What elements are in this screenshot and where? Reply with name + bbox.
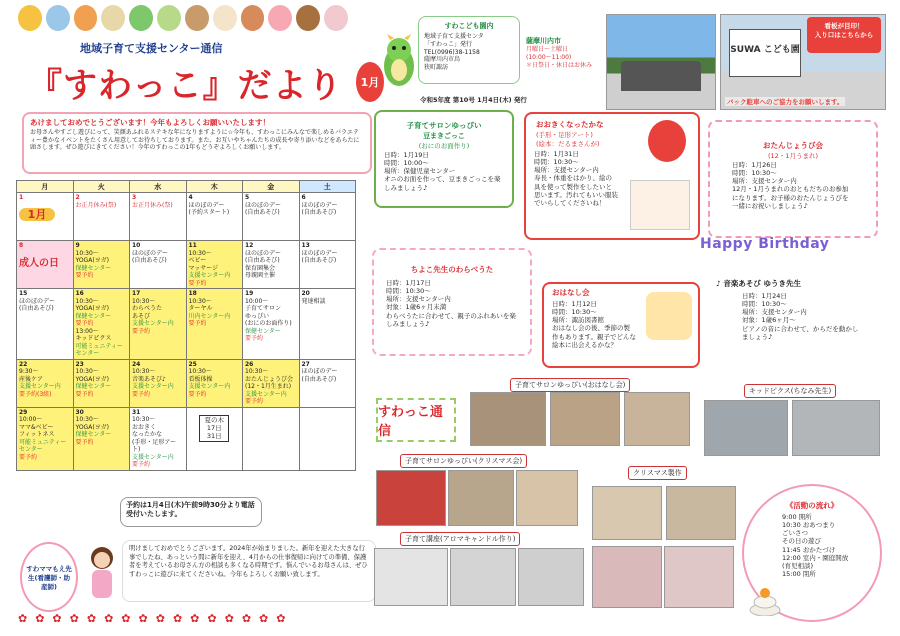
calendar-event-text: (予約スタート) [188, 209, 230, 216]
calendar-event-text: フィットネス [19, 431, 55, 438]
photo-christmas-1 [376, 470, 446, 526]
photo-aroma-3 [518, 548, 584, 606]
center-info-line: 狭町諏訪 [424, 64, 449, 72]
caption-kidpix: キッドピクス(ちなみ先生) [744, 384, 836, 398]
calendar-day-number: 22 [19, 360, 28, 368]
flow-item: 12:00 室内・園庭開放 [782, 553, 849, 562]
entrance-line-2: 入り口はこちらから [814, 31, 874, 40]
calendar-month-badge: 1月 [19, 208, 55, 222]
birthday-box [708, 120, 878, 238]
calendar-day-cell [186, 359, 243, 407]
calendar-event-text: ゆっぴい [245, 312, 269, 320]
calendar-day-cell [299, 193, 356, 241]
calendar-event-text: 発達相談 [301, 297, 326, 305]
calendar-day-cell [73, 359, 130, 407]
greeting-body: お母さんやすごし遊びにって、笑顔あふれるステキな年になりますように☆今年も、すわっこにみんなで楽しめるバラエティー豊かなイベントをたくさん用意してお待ちしております。また、お互いやちゃんたちの成長や寄り添いなどをあらたに頭さします。ぜひ遊びにきてください！今年のすわっこの1年もどうぞよろしくお願いします。 [30, 129, 360, 151]
calendar [16, 180, 356, 471]
calendar-day-number: 10 [132, 242, 141, 249]
flow-item: 11:45 おかたづけ [782, 545, 836, 554]
calendar-event-text: お正月休み(祭) [75, 201, 117, 209]
handprint-art [630, 180, 690, 230]
calendar-day-number: 31 [132, 408, 141, 416]
calendar-day-number: 26 [245, 360, 254, 368]
calendar-day-cell [299, 407, 356, 470]
photo-ohanashi-2 [550, 392, 620, 446]
calendar-event-text: YOGA(ヨガ) [75, 257, 109, 264]
calendar-day-number: 30 [75, 408, 84, 416]
calendar-event-text: 13:00～ [75, 327, 99, 335]
calendar-day-cell [73, 289, 130, 360]
calendar-day-number: 16 [75, 290, 84, 297]
calendar-event-text: ベビー [188, 257, 207, 264]
calendar-day-number: 9 [75, 242, 80, 249]
photo-aroma-1 [374, 548, 448, 606]
flow-title: 《活動の流れ》 [785, 501, 839, 510]
calendar-event-text: 要予約 [245, 335, 264, 342]
calendar-day-cell [186, 241, 243, 289]
calendar-event-text: 10:30～ [132, 368, 156, 375]
flow-item: その日の遊び [782, 537, 821, 546]
music-header [716, 278, 886, 289]
calendar-weekday: 月 [17, 181, 74, 193]
warabe-title: ちよこ先生のわらべうた [410, 265, 494, 274]
calendar-event-text: おおきく [132, 423, 157, 431]
daruma-icon [648, 120, 686, 162]
calendar-day-number: 2 [75, 194, 80, 201]
flow-item: 15:00 閉所 [782, 569, 816, 578]
photo-kidpix-1 [704, 400, 788, 456]
ohanashi-line: おはなし会の後、季節の製作もあります。親子でどんな絵本に出会えるかな？ [552, 324, 636, 349]
calendar-event-text: (自由あそび) [301, 209, 337, 216]
calendar-event-text: 要予約(3組) [19, 390, 52, 398]
calendar-event-text: ほのぼのデー [188, 201, 225, 209]
issue-line: 令和5年度 第10号 1月4日(木) 発行 [420, 96, 527, 104]
entrance-line-1: 看板が目印！ [824, 22, 864, 30]
hours-line: ＊日祭日・休日はお休み [526, 61, 593, 69]
calendar-day-cell [186, 289, 243, 360]
calendar-event-text: ママ&ベビー [19, 423, 54, 431]
calendar-event-text: 支援センター内 [188, 272, 231, 279]
warabe-line: わらべうたに合わせて、親子のふれあいを楽しみましょう♪ [386, 311, 516, 328]
hours-title: 薩摩川内市 [526, 37, 561, 45]
calendar-event-text: (自由あそび) [245, 209, 280, 216]
calendar-day-cell [243, 193, 300, 241]
calendar-day-number: 6 [301, 194, 306, 201]
building-photo-1 [606, 14, 716, 110]
flow-item: 9:00 開所 [782, 513, 812, 521]
calendar-event-text: (自由あそび) [245, 257, 280, 264]
calendar-event-text: 10:30～ [188, 297, 212, 305]
salon-subtitle-2: (おにのお面作り) [418, 142, 470, 150]
calendar-day-number: 20 [301, 290, 310, 297]
calendar-day-cell [17, 407, 74, 470]
calendar-day-number: 17 [132, 290, 141, 297]
calendar-day-number: 25 [188, 360, 197, 368]
caption-salon-christmas: 子育てサロンゆっぴい(クリスマス会) [400, 454, 527, 468]
reservation-text: 予約は1月4日(木)午前9時30分より電話受付いたします。 [126, 501, 255, 519]
birthday-line: 12月・1月うまれのおともだちのお参加になります。お子様のおたんじょうびを一緒にお祝いしましょう♪ [732, 185, 849, 210]
calendar-event-text: 支援センター内 [245, 390, 287, 398]
calendar-day-cell [73, 407, 130, 470]
calendar-event-text: 要予約 [75, 438, 94, 446]
caption-aroma: 子育て講座(アロマキャンドル作り) [400, 532, 520, 546]
calendar-event-text: 支援センター内 [132, 453, 174, 461]
music-line: 場所：支援センター内 [742, 308, 807, 317]
calendar-event-text: 保健センター [75, 264, 112, 272]
ohanashi-line: 場所：諏訪図書館 [552, 316, 604, 325]
calendar-weekday: 火 [73, 181, 130, 193]
animal-icon [213, 5, 237, 31]
calendar-event-text: ほのぼのデー [245, 249, 282, 257]
growth-box [524, 112, 700, 240]
calendar-day-number: 13 [301, 242, 310, 249]
report-title: すわっこ通信 [378, 405, 443, 439]
calendar-day-number: 27 [301, 360, 310, 368]
music-teacher: ゆうき先生 [763, 279, 802, 288]
reservation-note [120, 497, 262, 527]
birthday-line: 時間：10:30～ [732, 169, 777, 178]
calendar-event-text: キッドピクス [75, 335, 112, 342]
calendar-day-number: 4 [188, 194, 193, 201]
photo-aroma-5 [664, 546, 734, 608]
calendar-event-text: 要予約 [188, 390, 207, 398]
calendar-event-text: 可能ミュニティー [75, 342, 123, 350]
calendar-event-text: ターヤル [188, 305, 213, 312]
photo-christmas-3 [516, 470, 578, 526]
nurse-avatar [84, 544, 120, 602]
calendar-weekday: 金 [243, 181, 300, 193]
book-kids-illustration [646, 292, 692, 340]
photo-ohanashi-3 [624, 392, 690, 446]
growth-line: 場所：支援センター内 [534, 166, 599, 175]
header-subtitle: 地域子育て支援センター通信 [80, 42, 223, 55]
photo-kidpix-2 [792, 400, 880, 456]
animal-icon [185, 5, 209, 31]
entrance-sign [807, 17, 881, 53]
calendar-event-text: 9:30～ [19, 368, 39, 375]
photo-christmas-2 [448, 470, 514, 526]
calendar-event-text: 支援センター内 [188, 383, 231, 390]
parking-note: バック駐車へのご協力をお願いします。 [727, 98, 844, 106]
calendar-event-text: センター [19, 446, 43, 453]
calendar-event-text: ほのぼのデー [245, 201, 282, 209]
birthday-line: 日時：1月26日 [732, 161, 777, 169]
calendar-event-text: (自由あそび) [132, 257, 167, 264]
birthday-title: おたんじょうび会 [763, 141, 823, 150]
calendar-day-cell [186, 407, 243, 470]
closed-days-note [199, 415, 229, 442]
ohanashi-line: 日時：1月12日 [552, 300, 597, 308]
kagami-mochi-icon [748, 580, 782, 616]
birthday-line: 場所：支援センター内 [732, 177, 797, 186]
caption-christmas-craft: クリスマス製作 [628, 466, 687, 480]
music-title: 音楽あそび [723, 279, 761, 288]
calendar-event-text: 母親園主催 [245, 272, 276, 279]
calendar-event-text: 要予約 [132, 327, 151, 335]
warabe-line: 日時：1月17日 [386, 279, 431, 287]
closed-days-line: 夏の木 [204, 415, 224, 424]
dragon-mascot-icon [378, 34, 420, 92]
calendar-day-cell [130, 407, 187, 470]
school-sign [729, 29, 801, 77]
calendar-day-number: 15 [19, 290, 28, 297]
calendar-event-text: 要予約 [245, 398, 264, 405]
calendar-event-text: おたんじょうび会 [245, 375, 294, 383]
center-info-line: TEL(0996)38-1158 [424, 48, 480, 56]
calendar-day-cell [243, 359, 300, 407]
calendar-day-cell [243, 289, 300, 360]
calendar-day-number: 18 [188, 290, 197, 297]
calendar-day-cell [17, 359, 74, 407]
animal-icon [157, 5, 181, 31]
calendar-day-cell [17, 241, 74, 289]
calendar-event-text: 10:30～ [75, 416, 99, 423]
calendar-event-text: 10:30～ [188, 249, 212, 257]
flow-item: ごいさつ [782, 529, 808, 538]
calendar-event-text: 10:00～ [19, 416, 43, 423]
calendar-event-text: あそび [132, 312, 151, 320]
warabe-line: 対象：1歳6ヶ月未満 [386, 303, 447, 312]
salon-title: 子育てサロンゆっぴい [406, 121, 482, 130]
calendar-day-number: 5 [245, 194, 250, 201]
calendar-event-text: 要予約 [132, 461, 151, 468]
calendar-event-text: 川内センター内 [188, 312, 231, 320]
note-icon: ♪ [716, 279, 721, 288]
calendar-event-text: 音楽あそび♪ [132, 375, 166, 383]
calendar-day-number: 12 [245, 242, 254, 249]
calendar-day-number: 23 [75, 360, 84, 368]
center-info-line: 薩摩川内市鳥 [424, 56, 461, 64]
calendar-event-text: 要予約 [75, 390, 94, 398]
calendar-day-number: 3 [132, 194, 137, 201]
calendar-event-text: (12・1月生まれ) [245, 383, 292, 390]
calendar-event-text: 保健センター [245, 327, 281, 335]
calendar-day-cell [73, 193, 130, 241]
calendar-event-text: 10:30～ [132, 416, 156, 423]
calendar-day-cell [130, 193, 187, 241]
growth-title: おおきくなったかな [536, 120, 604, 129]
calendar-day-cell [73, 241, 130, 289]
salon-line: 場所：保健児童センター [384, 167, 456, 176]
calendar-weekday: 水 [130, 181, 187, 193]
salon-line: 日時：1月19日 [384, 151, 429, 159]
center-info [418, 16, 520, 84]
music-box [716, 278, 886, 382]
photo-craft-1 [592, 486, 662, 540]
calendar-event-text: ほのぼのデー [301, 249, 338, 257]
calendar-event-text: 支援センター内 [19, 383, 61, 390]
warabe-line: 時間：10:30～ [386, 287, 431, 296]
calendar-event-text: 10:30～ [188, 368, 212, 375]
calendar-event-text: 保健センター [75, 312, 112, 320]
building-photo-2 [720, 14, 886, 110]
growth-subtitle: (手形・足形アート) [536, 131, 593, 139]
growth-subtitle-2: (絵本：だるまさんが) [536, 140, 600, 148]
calendar-event-text: 可能ミュニティー [19, 438, 67, 446]
calendar-event-text: お正月休み(祭) [132, 201, 173, 209]
warabe-line: 場所：支援センター内 [386, 295, 451, 304]
birthday-subtitle: (12・1月うまれ) [768, 152, 818, 160]
photo-aroma-2 [450, 548, 516, 606]
animal-icon [324, 5, 348, 31]
calendar-day-number: 24 [132, 360, 141, 368]
flow-item: (育児相談) [782, 561, 814, 570]
calendar-day-number: 29 [19, 408, 28, 416]
hours-line: 月曜日～土曜日 [526, 46, 569, 53]
calendar-event-text: センター [75, 350, 100, 357]
ohanashi-box [542, 282, 700, 368]
animal-icon [129, 5, 153, 31]
calendar-event-text: (自由あそび) [301, 375, 337, 383]
salon-subtitle: 豆まきごっこ [423, 132, 465, 140]
calendar-event-text: ほのぼのデー [301, 201, 338, 209]
calendar-event-text: 看板体操 [188, 375, 213, 383]
calendar-day-number: 1 [19, 194, 24, 201]
calendar-event-text: 要予約 [75, 272, 94, 279]
music-line: 時間：10:30～ [742, 300, 787, 309]
closed-days-line: 31日 [206, 432, 222, 441]
page-title: 『すわっこ』だより [28, 66, 343, 106]
calendar-day-cell [186, 193, 243, 241]
animal-icon [241, 5, 265, 31]
calendar-event-text: 産後ケア [19, 375, 44, 383]
music-line: 対象：1歳6ヶ月～ [742, 316, 796, 325]
greeting-headline: あけましておめでとうございます！今年もよろしくお願いいたします！ [30, 118, 270, 127]
center-name: すわこども園内 [444, 22, 494, 30]
calendar-event-text: わらべうた [132, 305, 163, 312]
caption-salon-ohanashi: 子育てサロンゆっぴい(おはなし会) [510, 378, 630, 392]
calendar-event-text: 要予約 [188, 320, 207, 327]
closed-days-line: 17日 [206, 423, 222, 432]
report-title-box [376, 398, 456, 442]
animal-icon [46, 5, 70, 31]
calendar-day-cell [17, 193, 74, 241]
calendar-event-text: 保健センター [75, 431, 112, 438]
ohanashi-line: 時間：10:30～ [552, 308, 597, 317]
animal-icon [268, 5, 292, 31]
salon-box [374, 110, 514, 208]
animal-icon [18, 5, 42, 31]
calendar-event-text: (おにのお面作り) [245, 320, 292, 327]
calendar-event-text: YOGA(ヨガ) [75, 305, 109, 312]
calendar-event-text: (自由あそび) [19, 305, 54, 312]
calendar-event-text: マッサージ [188, 264, 219, 272]
calendar-event-text: 要予約 [188, 279, 207, 287]
calendar-event-text: 要予約 [19, 453, 38, 461]
calendar-event-text: 10:30～ [132, 297, 156, 305]
growth-line: 時間：10:30～ [534, 158, 579, 167]
salon-line: オニのお面を作って、豆まきごっこを楽しみましょう♪ [384, 175, 501, 192]
animal-icon [74, 5, 98, 31]
greeting-box [22, 112, 372, 174]
calendar-event-text: YOGA(ヨガ) [75, 375, 109, 383]
nurse-name: すわママもえ先生(看護師・助産師) [26, 564, 72, 591]
animal-icon [101, 5, 125, 31]
calendar-day-cell [17, 289, 74, 360]
nurse-message-box [122, 540, 376, 602]
calendar-day-cell [243, 241, 300, 289]
calendar-event-text: 支援センター内 [132, 383, 174, 390]
calendar-event-text: 成人の日 [19, 257, 59, 269]
growth-line: 寿長・体重をはかり、絵の具を使って製作をしたいと思います。汚れてもいい服装でいらしてくださいね！ [534, 174, 618, 207]
salon-line: 時間：10:00～ [384, 159, 429, 168]
center-info-line: 地域子育て支援センタ [424, 33, 484, 40]
animal-icon [296, 5, 320, 31]
calendar-weekday: 土 [299, 181, 356, 193]
calendar-day-cell [299, 241, 356, 289]
center-info-line: 「すわっこ」発行 [424, 40, 472, 48]
music-line: 日時：1月24日 [742, 292, 787, 300]
calendar-event-text: ほのぼのデー [301, 368, 338, 375]
flow-item: 10:30 おあつまり [782, 521, 836, 530]
calendar-event-text: ほのぼのデー [132, 249, 169, 257]
calendar-day-cell [130, 241, 187, 289]
calendar-day-number: 11 [188, 242, 197, 249]
page-divider [393, 110, 394, 390]
photo-aroma-4 [592, 546, 662, 608]
warabe-box [372, 248, 532, 356]
calendar-event-text: 10:30～ [75, 297, 99, 305]
calendar-event-text: YOGA(ヨガ) [75, 423, 109, 431]
calendar-event-text: ほのぼのデー [19, 297, 56, 305]
calendar-event-text: 保健センター [75, 383, 112, 390]
calendar-event-text: なったかな [132, 431, 163, 438]
calendar-event-text: 子育てサロン [245, 305, 282, 312]
calendar-day-number: 19 [245, 290, 254, 297]
photo-ohanashi-1 [470, 392, 546, 446]
calendar-event-text: 保育園集会 [245, 264, 276, 272]
music-line: ピアノの音に合わせて、からだを動かしましょう♪ [742, 324, 859, 341]
calendar-weekday: 木 [186, 181, 243, 193]
flower-strip: ✿✿✿✿✿✿✿✿✿✿✿✿✿✿✿✿ [18, 612, 294, 625]
growth-line: 日時：1月31日 [534, 150, 579, 158]
photo-craft-2 [666, 486, 736, 540]
nurse-message: 明けましておめでとうございます。2024年が始まりました。新年を迎えた大きな行事でしたね、あっという間に新年を迎え、4月からの仕事復帰に向けての準備、保護者を考えているお母さん方の相談も多くなる時期です。悩んでいるお母さんは、ぜひすわっこに遊びに来てくださいね。今年もよろしくお願い致します。 [129, 545, 368, 578]
calendar-event-text: 10:30～ [75, 249, 99, 257]
calendar-event-text: 要予約 [75, 320, 94, 327]
calendar-day-cell [243, 407, 300, 470]
happy-birthday-banner: Happy Birthday [700, 236, 830, 252]
calendar-day-cell [299, 359, 356, 407]
zodiac-animal-strip [18, 5, 348, 35]
calendar-event-text: (自由あそび) [301, 257, 337, 264]
calendar-day-cell [299, 289, 356, 360]
hours-box [526, 36, 602, 88]
calendar-event-text: 10:30～ [245, 368, 269, 375]
calendar-event-text: 10:00～ [245, 297, 269, 305]
calendar-event-text: 10:30～ [75, 368, 99, 375]
calendar-event-text: 支援センター内 [132, 320, 174, 327]
month-badge-label: 1月 [360, 76, 380, 89]
calendar-event-text: 要予約 [132, 390, 151, 398]
calendar-day-cell [130, 289, 187, 360]
calendar-event-text: (手形・足形アート) [132, 438, 177, 453]
hours-line: (10:00～11:00) [526, 53, 572, 61]
ohanashi-title: おはなし会 [552, 288, 590, 297]
school-sign-text: SUWA こども園 [730, 45, 800, 55]
calendar-day-cell [130, 359, 187, 407]
nurse-label [20, 542, 78, 612]
calendar-day-number: 8 [19, 242, 24, 249]
